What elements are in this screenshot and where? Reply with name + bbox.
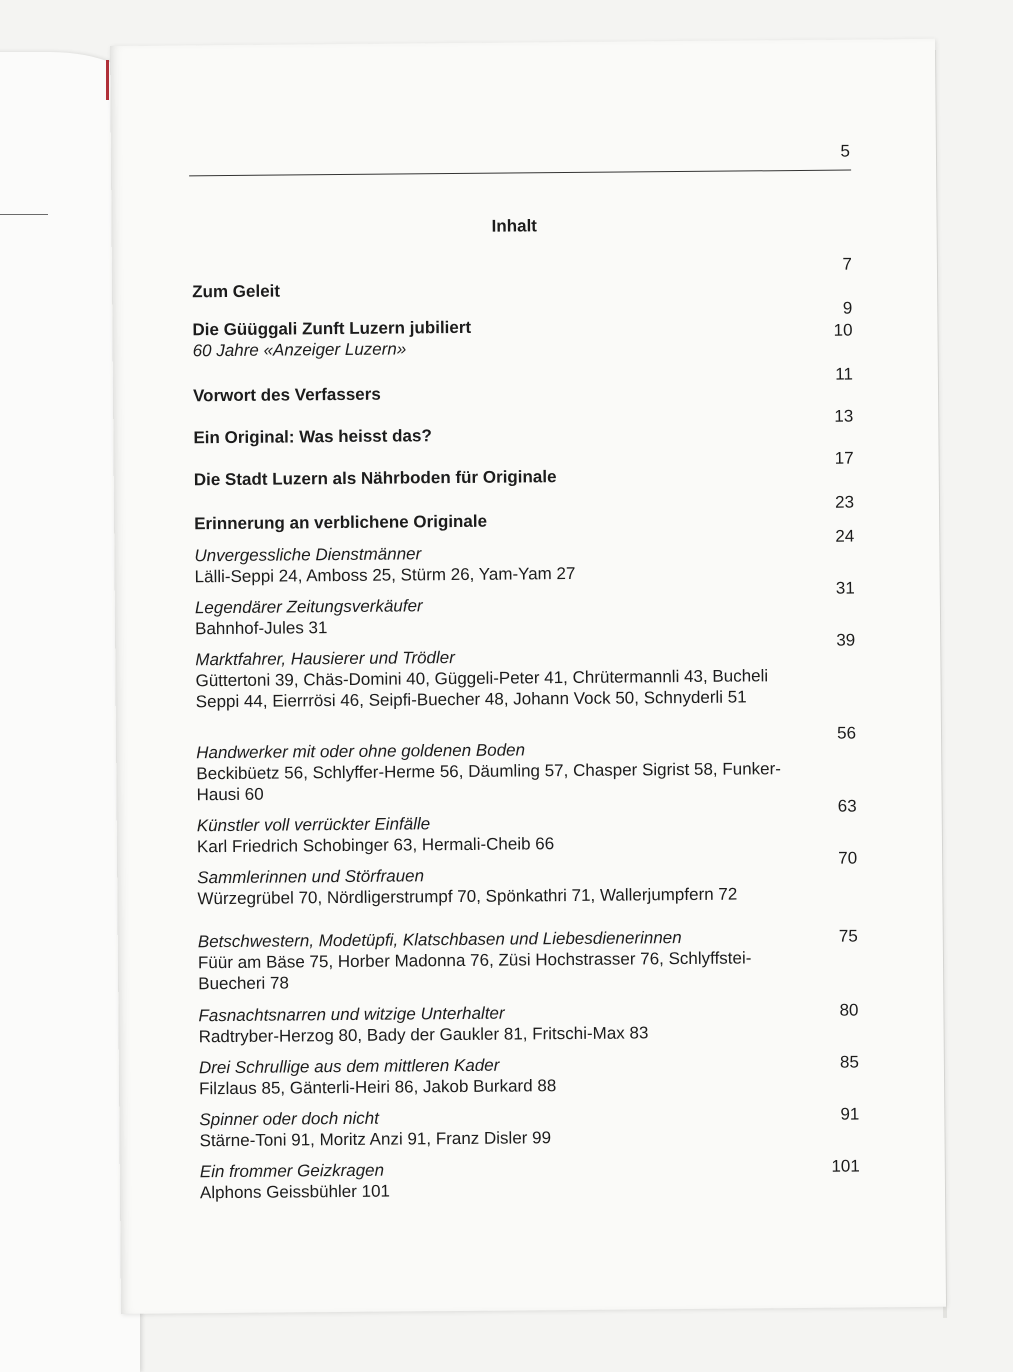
entry-subtitle: Fasnachtsnarren und witzige Unterhalter bbox=[198, 1003, 505, 1026]
entry-names: Filzlaus 85, Gänterli-Heiri 86, Jakob Burkard 88 bbox=[199, 1076, 557, 1099]
toc-entry bbox=[199, 1104, 860, 1152]
book-page bbox=[110, 39, 946, 1314]
toc-entry bbox=[192, 254, 853, 303]
toc-entry bbox=[192, 298, 853, 362]
entry-subtitle: Marktfahrer, Hausierer und Trödler bbox=[195, 648, 455, 670]
entry-page: 70 bbox=[838, 848, 858, 868]
entry-title: Zum Geleit bbox=[192, 281, 281, 302]
entry-title: Vorwort des Verfassers bbox=[192, 384, 381, 406]
entry-page: 31 bbox=[835, 578, 855, 598]
toc-entry bbox=[197, 848, 858, 910]
entry-subtitle: Unvergessliche Dienstmänner bbox=[194, 544, 422, 566]
entry-page: 56 bbox=[837, 723, 857, 743]
toc-entry bbox=[193, 406, 854, 449]
entry-names: Güttertoni 39, Chäs-Domini 40, Güggeli-Peter 41, Chrütermannli 43, Bucheli Seppi 44, Eierrrösi 46, Seipfi-Buecher 48, Johann Vock 50, Schnyderli 51 bbox=[195, 666, 769, 712]
entry-names: Karl Friedrich Schobinger 63, Hermali-Cheib 66 bbox=[196, 834, 555, 857]
book-binding bbox=[106, 60, 109, 100]
entry-subtitle: Sammlerinnen und Störfrauen bbox=[197, 866, 425, 888]
toc-entry bbox=[192, 364, 853, 407]
toc-entry bbox=[198, 1052, 859, 1100]
entry-page: 13 bbox=[834, 406, 854, 426]
entry-page: 75 bbox=[838, 926, 858, 946]
entry-page: 80 bbox=[839, 1000, 859, 1020]
entry-page: 11 bbox=[835, 364, 853, 384]
entry-title: Erinnerung an verblichene Originale bbox=[194, 511, 488, 534]
entry-subtitle: Handwerker mit oder ohne goldenen Boden bbox=[196, 740, 526, 763]
entry-names: Würzegrübel 70, Nördligerstrumpf 70, Spönkathri 71, Wallerjumpfern 72 bbox=[197, 884, 738, 909]
entry-page: 101 bbox=[831, 1156, 860, 1176]
entry-page: 23 bbox=[835, 492, 855, 512]
entry-page: 63 bbox=[837, 796, 857, 816]
entry-names: Stärne-Toni 91, Moritz Anzi 91, Franz Disler 99 bbox=[199, 1128, 552, 1151]
toc-entry bbox=[194, 578, 855, 640]
entry-page: 91 bbox=[840, 1104, 860, 1124]
entry-subtitle: Künstler voll verrückter Einfälle bbox=[196, 814, 431, 836]
entry-names: Lälli-Seppi 24, Amboss 25, Stürm 26, Yam-Yam 27 bbox=[194, 563, 576, 587]
entry-title: Ein Original: Was heisst das? bbox=[193, 426, 432, 448]
entry-names: Füür am Bäse 75, Horber Madonna 76, Züsi Hochstrasser 76, Schlyffstei-Buecheri 78 bbox=[197, 948, 752, 994]
entry-page: 39 bbox=[836, 630, 856, 650]
entry-page: 7 bbox=[842, 254, 853, 274]
toc-entry bbox=[195, 630, 856, 713]
entry-title: Die Stadt Luzern als Nährboden für Originale bbox=[193, 467, 557, 490]
entry-title: Die Güüggali Zunft Luzern jubiliert bbox=[192, 317, 472, 340]
entry-page: 10 bbox=[833, 320, 853, 340]
entry-page: 9 bbox=[842, 298, 853, 318]
entry-subtitle: Drei Schrullige aus dem mittleren Kader bbox=[198, 1055, 500, 1078]
entry-names: Alphons Geissbühler 101 bbox=[199, 1181, 391, 1203]
entry-page: 17 bbox=[834, 448, 854, 468]
entry-subtitle: Ein frommer Geizkragen bbox=[199, 1160, 385, 1182]
toc-title: Inhalt bbox=[491, 216, 538, 236]
page-number: 5 bbox=[840, 141, 851, 161]
entry-names: Radtryber-Herzog 80, Bady der Gaukler 81, Fritschi-Max 83 bbox=[198, 1023, 649, 1047]
toc-entry bbox=[199, 1156, 860, 1204]
toc-entry bbox=[198, 1000, 859, 1048]
toc-entry bbox=[194, 492, 855, 535]
entry-subtitle: Legendärer Zeitungsverkäufer bbox=[194, 596, 423, 618]
table-of-contents bbox=[110, 39, 946, 1314]
toc-entry bbox=[197, 926, 858, 995]
entry-names: Beckibüetz 56, Schlyffer-Herme 56, Däumling 57, Chasper Sigrist 58, Funker-Hausi 60 bbox=[196, 759, 781, 805]
toc-entry bbox=[196, 796, 857, 858]
entry-page: 24 bbox=[835, 526, 855, 546]
entry-subtitle: Betschwestern, Modetüpfi, Klatschbasen und Liebesdienerinnen bbox=[197, 928, 682, 952]
entry-subtitle: 60 Jahre «Anzeiger Luzern» bbox=[192, 339, 407, 361]
entry-names: Bahnhof-Jules 31 bbox=[195, 618, 328, 639]
toc-entry bbox=[193, 448, 854, 491]
entry-subtitle: Spinner oder doch nicht bbox=[199, 1108, 380, 1130]
left-page-rule bbox=[0, 214, 48, 215]
entry-page: 85 bbox=[839, 1052, 859, 1072]
